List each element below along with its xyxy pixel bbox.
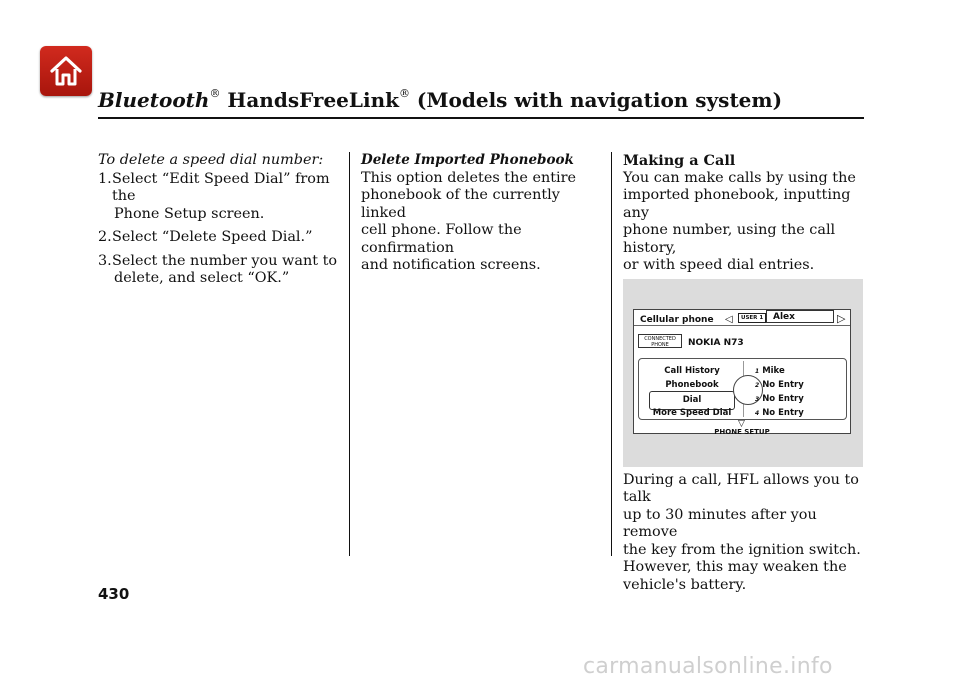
home-button[interactable] — [40, 46, 92, 96]
user-name: Alex — [766, 310, 834, 323]
registered-mark: ® — [398, 87, 410, 101]
step-number: 1. — [98, 170, 112, 187]
body-line: and notification screens. — [361, 257, 541, 273]
user-badge: USER 1 — [738, 313, 766, 323]
step-2 — [98, 229, 338, 247]
cellular-phone-screen — [633, 309, 851, 434]
body-line: phone number, using the call history, — [623, 222, 836, 256]
column-speed-dial — [98, 152, 338, 288]
page-number: 430 — [98, 585, 130, 603]
title-rule — [98, 117, 864, 119]
body-line: cell phone. Follow the confirmation — [361, 222, 522, 256]
column-delete-phonebook — [361, 152, 601, 275]
title-product: HandsFreeLink — [220, 88, 399, 112]
step-text: Select “Edit Speed Dial” from the — [112, 170, 330, 204]
registered-mark: ® — [209, 87, 221, 101]
column-making-call — [623, 152, 863, 594]
screen-header — [634, 310, 850, 326]
body-line: This option deletes the entire — [361, 169, 577, 186]
arrow-down-icon: ▽ — [738, 418, 745, 429]
body-line: the key from the ignition switch. — [623, 541, 861, 558]
connected-phone-badge: CONNECTED PHONE — [638, 334, 682, 348]
screen-title: Cellular phone — [640, 314, 714, 325]
phone-model: NOKIA N73 — [688, 337, 744, 348]
section-heading: Making a Call — [623, 152, 736, 169]
menu-panel — [638, 358, 847, 420]
menu-phonebook: Phonebook — [665, 379, 719, 390]
column-divider — [611, 152, 612, 556]
speed-dial-2: 2 No Entry — [755, 379, 804, 390]
speed-dial-1: 1 Mike — [755, 365, 785, 376]
arrow-left-icon: ◁ — [725, 313, 733, 325]
body-line: up to 30 minutes after you remove — [623, 506, 817, 540]
menu-more-speed-dial: More Speed Dial — [652, 407, 732, 418]
title-rest: (Models with navigation system) — [409, 88, 783, 112]
phone-setup-label: PHONE SETUP — [714, 427, 770, 436]
body-line: phonebook of the currently linked — [361, 187, 560, 221]
body-line: imported phonebook, inputting any — [623, 187, 851, 221]
body-line: However, this may weaken the — [623, 559, 847, 575]
menu-dial: Dial — [649, 391, 735, 411]
body-line: or with speed dial entries. — [623, 257, 815, 273]
body-line: You can make calls by using the — [623, 169, 856, 186]
step-text: delete, and select “OK.” — [114, 270, 290, 286]
nav-screen-figure — [623, 279, 863, 467]
section-subheading: Delete Imported Phonebook — [361, 152, 574, 168]
speed-dial-4: 4 No Entry — [755, 407, 804, 418]
title-brand: Bluetooth — [98, 88, 210, 112]
step-text: Select the number you want to — [112, 252, 338, 269]
home-icon — [48, 54, 84, 88]
step-text: Select “Delete Speed Dial.” — [112, 229, 313, 245]
step-number: 2. — [98, 229, 112, 245]
page-title — [98, 88, 782, 112]
after-text — [623, 472, 863, 595]
step-1 — [98, 171, 338, 224]
step-3 — [98, 253, 338, 288]
column-divider — [349, 152, 350, 556]
speed-dial-3: 3 No Entry — [755, 393, 804, 404]
arrow-right-icon: ▷ — [837, 311, 846, 325]
body-line: vehicle's battery. — [623, 576, 747, 593]
step-number: 3. — [98, 252, 112, 269]
menu-call-history: Call History — [664, 365, 720, 376]
watermark: carmanualsonline.info — [583, 654, 833, 679]
step-text: Phone Setup screen. — [114, 205, 265, 222]
section-heading: To delete a speed dial number: — [98, 152, 324, 168]
body-line: During a call, HFL allows you to talk — [623, 471, 859, 505]
